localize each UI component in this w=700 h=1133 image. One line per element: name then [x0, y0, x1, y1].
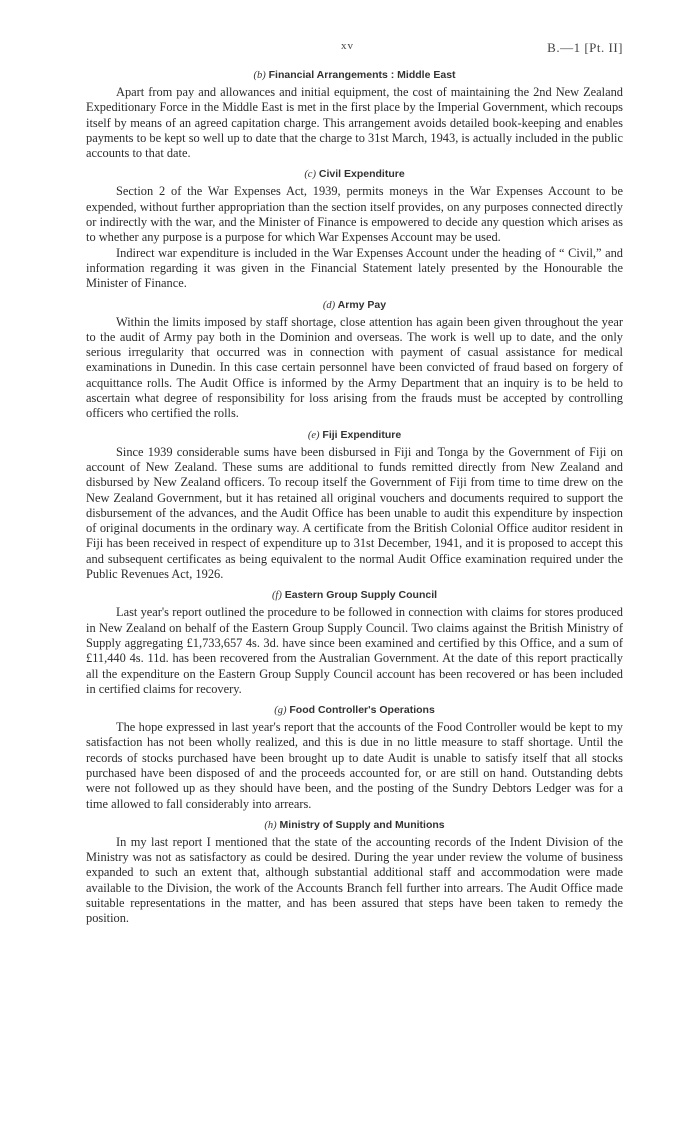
section-title: Eastern Group Supply Council: [284, 589, 438, 602]
section-heading: [86, 168, 623, 180]
section-heading: [86, 589, 623, 601]
section-heading: [86, 819, 623, 831]
section-food-controller: [86, 704, 623, 812]
section-ministry-of-supply: [86, 819, 623, 927]
paragraph: Section 2 of the War Expenses Act, 1939, permits moneys in the War Expenses Account to be expended, without further appropriation than the section itself provides, on any purposes connected directly or indirectly with the war, and the Minister of Finance is empowered to decide any question which arises as to whether any purpose is a purpose for which War Expenses Account may be used.: [86, 184, 623, 245]
paragraph: Apart from pay and allowances and initial equipment, the cost of maintaining the 2nd New Zealand Expeditionary Force in the Middle East is met in the first place by the Imperial Government, which recoups itself by means of an agreed capitation charge. This arrangement avoids detailed book-keeping and enables payments to be kept so well up to date that the charge to 31st March, 1943, is actually included in the public accounts to that date.: [86, 85, 623, 161]
section-fiji-expenditure: [86, 429, 623, 583]
section-letter: (g): [274, 705, 287, 717]
section-letter: (c): [304, 169, 316, 181]
paragraph: Within the limits imposed by staff shortage, close attention has again been given throughout the year to the audit of Army pay both in the Dominion and overseas. The work is well up to date, and the only serious irregularity that occurred was in connection with payment of casual assistance for medical examinations in Dunedin. In this case certain personnel have been convicted of fraud based on forgery of acquittance rolls. The Audit Office is informed by the Army Department that an inquiry is to be held to ascertain what degree of responsibility for loss arising from the frauds must be accepted by controlling officers who certified the rolls.: [86, 314, 623, 421]
section-eastern-group-supply-council: [86, 589, 623, 697]
section-letter: (f): [271, 590, 282, 602]
paragraph: Last year's report outlined the procedure to be followed in connection with claims for stores produced in New Zealand on behalf of the Eastern Group Supply Council. Two claims against the British Ministry of Supply aggregating £1,733,657 4s. 3d. have since been examined and certified by this Office, and a sum of £11,440 4s. 11d. has been recovered from the Australian Government. At the date of this report practically all the expenditure on the Eastern Group Supply Council account has been recovered or has been included in certified claims for recovery.: [86, 605, 623, 696]
page-header: [86, 40, 623, 62]
paragraph: Since 1939 considerable sums have been disbursed in Fiji and Tonga by the Government of Fiji on account of New Zealand. These sums are additional to funds remitted directly from New Zealand and disbursed by New Zealand officers. To recoup itself the Government of Fiji from time to time drew on the New Zealand Government, but it has retained all original vouchers and documents required to support the disbursement of the advances, and the Audit Office has been unable to audit this expenditure by inspection of original documents in the ordinary way. A certificate from the British Colonial Office auditor resident in Fiji has been received in respect of expenditure up to 31st December, 1941, and it is proposed to accept this and subsequent certificates as being equivalent to the normal Audit Office examination required under the Public Revenues Act, 1926.: [86, 444, 623, 582]
section-letter: (d): [322, 299, 336, 311]
section-civil-expenditure: [86, 168, 623, 291]
section-letter: (b): [253, 70, 266, 81]
section-heading: [86, 69, 623, 81]
section-title: Fiji Expenditure: [322, 428, 402, 441]
section-title: Army Pay: [337, 298, 387, 311]
section-army-pay: [86, 299, 623, 422]
paragraph: The hope expressed in last year's report that the accounts of the Food Controller would be kept to my satisfaction has not been wholly realized, and this is due in no little measure to staff shortage. Until the records of stocks purchased have been brought up to date Audit is unable to satisfy itself that all stocks purchased have been disposed of and the proceeds accounted for, or are still on hand. Outstanding debts were not followed up as they should have been, and the posting of the Sundry Debtors Ledger was for a time allowed to fall considerably into arrears.: [86, 720, 623, 811]
document-page: [86, 40, 623, 927]
section-heading: [86, 704, 623, 716]
section-letter: (h): [264, 819, 277, 831]
section-title: Civil Expenditure: [318, 168, 405, 181]
page-number: xv: [341, 40, 354, 52]
section-title: Ministry of Supply and Munitions: [279, 818, 445, 831]
section-title: Food Controller's Operations: [289, 704, 435, 717]
paragraph: Indirect war expenditure is included in the War Expenses Account under the heading of “ Civil,” and information regarding it was given in the Financial Statement lately presented by the Honourable the Minister of Finance.: [86, 245, 623, 291]
section-title: Financial Arrangements : Middle East: [268, 69, 456, 81]
section-letter: (e): [307, 429, 320, 441]
paragraph: In my last report I mentioned that the state of the accounting records of the Indent Division of the Ministry was not as satisfactory as could be desired. During the year under review the volume of business expanded to such an extent that, although substantial additional staff and accommodation were made available to the Division, the work of the Accounts Branch fell further into arrears. The Audit Office made suitable representations in the matter, and has been assured that steps have been taken to remedy the position.: [86, 834, 623, 926]
section-heading: [86, 299, 623, 311]
section-financial-arrangements: [86, 69, 623, 161]
document-reference: B.—1 [Pt. II]: [547, 40, 623, 55]
section-heading: [86, 429, 623, 441]
